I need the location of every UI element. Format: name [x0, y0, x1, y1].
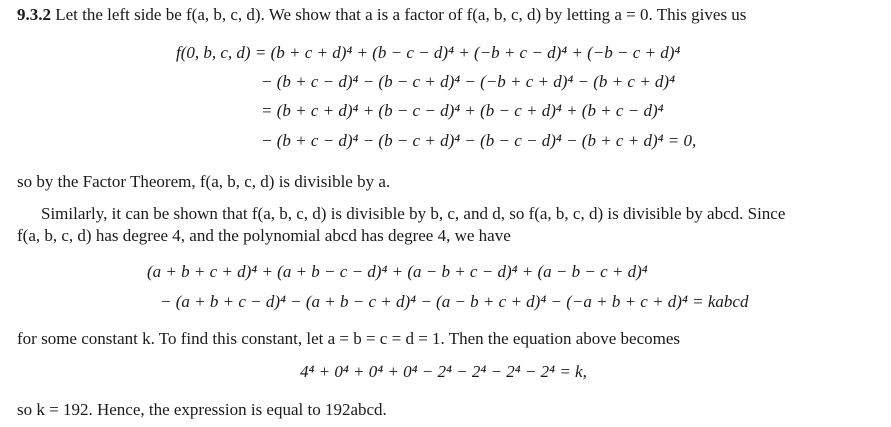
- equation-1-line-4: − (b + c − d)⁴ − (b − c + d)⁴ − (b − c − d)⁴ − (b + c + d)⁴ = 0,: [261, 131, 697, 150]
- equation-1-line-3: = (b + c + d)⁴ + (b − c − d)⁴ + (b − c + d)⁴ + (b + c − d)⁴: [261, 101, 664, 120]
- equation-1-line-1: f(0, b, c, d) = (b + c + d)⁴ + (b − c − d)⁴ + (−b + c − d)⁴ + (−b − c + d)⁴: [176, 43, 681, 62]
- factor-theorem-text: so by the Factor Theorem, f(a, b, c, d) is divisible by a.: [17, 172, 391, 191]
- problem-number: 9.3.2: [17, 5, 51, 24]
- similarly-text-line-1: Similarly, it can be shown that f(a, b, c, d) is divisible by b, c, and d, so f(a, b, c, d) is divisible by abcd. Since: [41, 204, 786, 223]
- equation-3: 4⁴ + 0⁴ + 0⁴ + 0⁴ − 2⁴ − 2⁴ − 2⁴ − 2⁴ = k,: [300, 362, 587, 381]
- equation-2-line-1: (a + b + c + d)⁴ + (a + b − c − d)⁴ + (a − b + c − d)⁴ + (a − b − c + d)⁴: [147, 262, 648, 281]
- problem-intro-line: [17, 5, 746, 25]
- equation-2-line-2: − (a + b + c − d)⁴ − (a + b − c + d)⁴ − (a − b + c + d)⁴ − (−a + b + c + d)⁴ = kabcd: [160, 292, 749, 311]
- equation-1-line-2: − (b + c − d)⁴ − (b − c + d)⁴ − (−b + c + d)⁴ − (b + c + d)⁴: [261, 72, 675, 91]
- conclusion-text: so k = 192. Hence, the expression is equal to 192abcd.: [17, 400, 387, 419]
- problem-intro: Let the left side be f(a, b, c, d). We show that a is a factor of f(a, b, c, d) by letting a = 0. This gives us: [55, 5, 747, 24]
- similarly-text-line-2: f(a, b, c, d) has degree 4, and the polynomial abcd has degree 4, we have: [17, 226, 511, 245]
- find-constant-text: for some constant k. To find this constant, let a = b = c = d = 1. Then the equation above becomes: [17, 329, 681, 348]
